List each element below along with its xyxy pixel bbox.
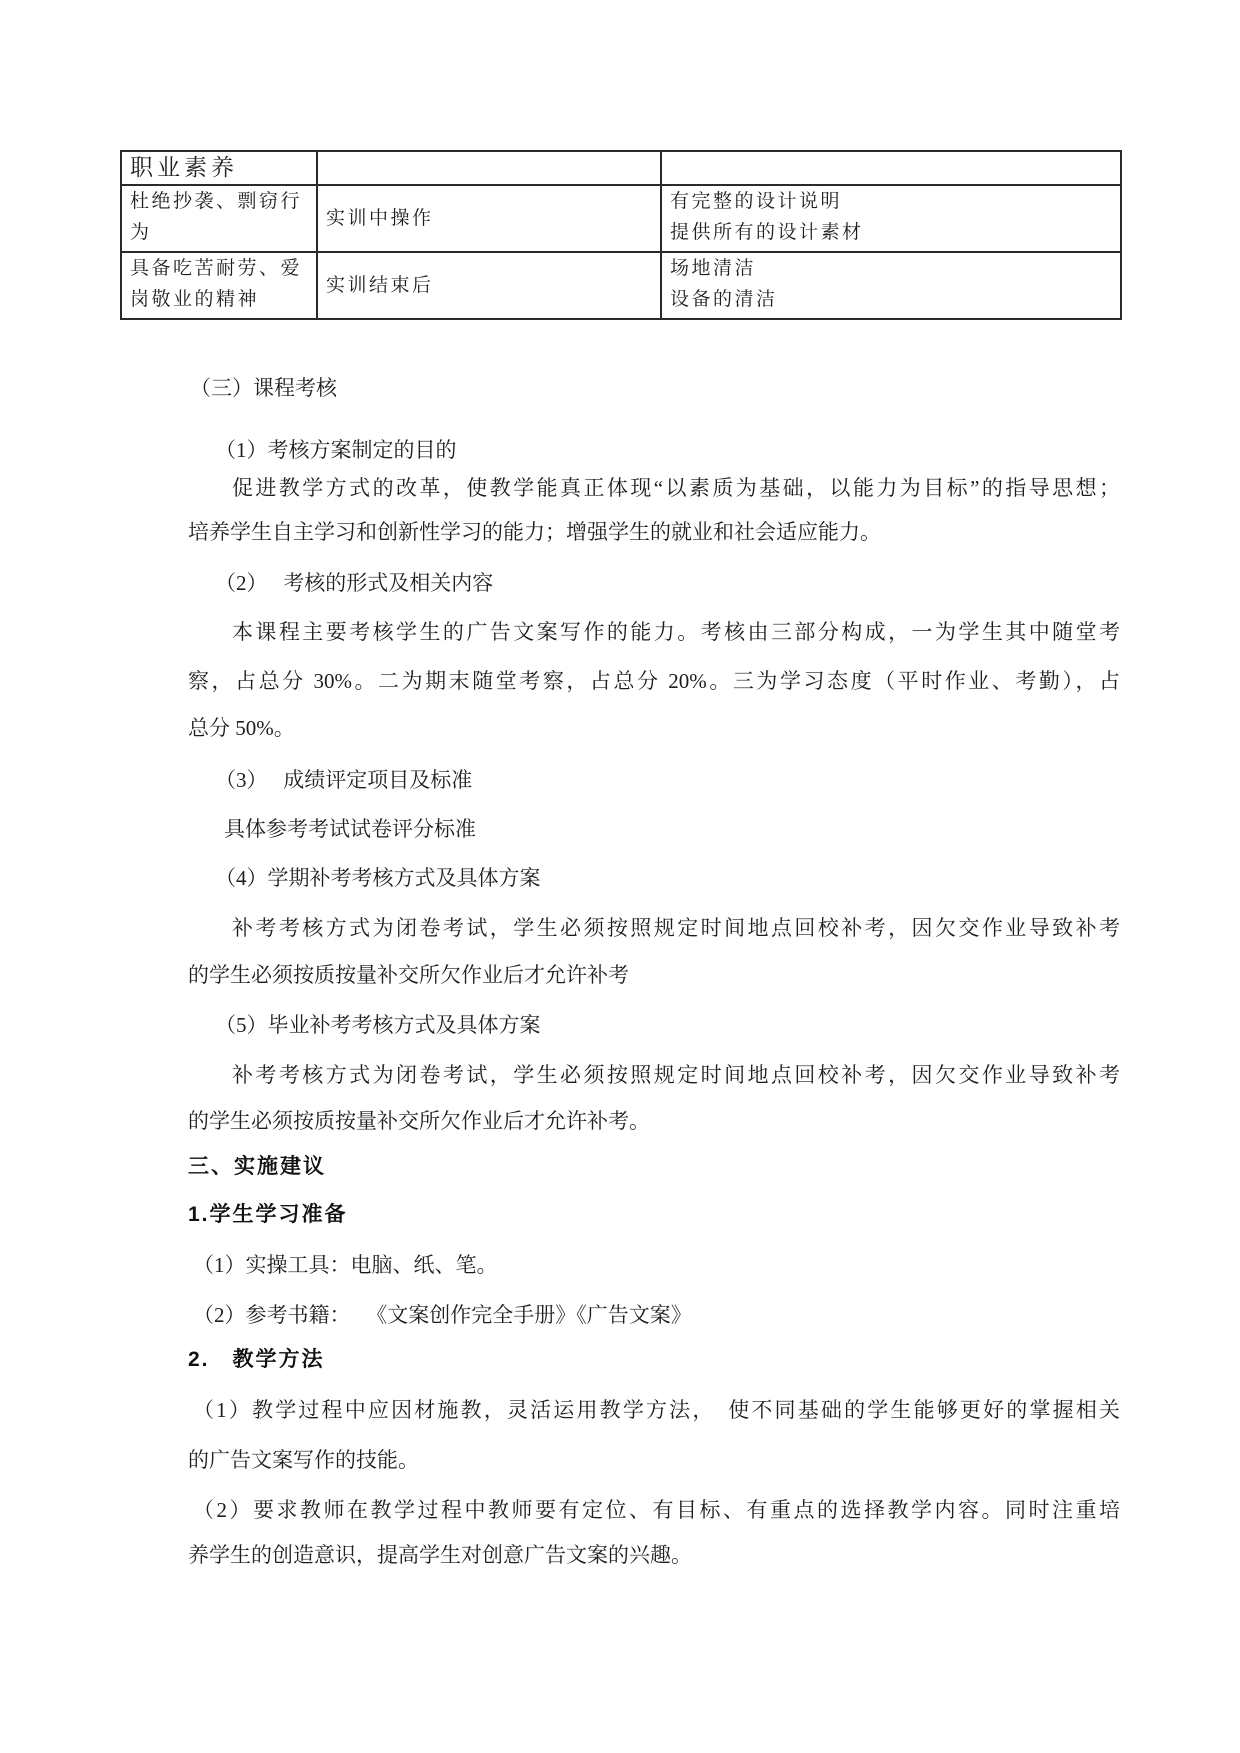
para-grading-reference: 具体参考考试试卷评分标准 bbox=[224, 817, 476, 841]
para-graduation-makeup-line1: 补考考核方式为闭卷考试，学生必须按照规定时间地点回校补考，因欠交作业导致补考 bbox=[232, 1063, 1120, 1087]
phase-cell bbox=[317, 252, 661, 319]
phase-cell bbox=[317, 185, 661, 252]
para-semester-makeup-line2: 的学生必须按质按量补交所欠作业后才允许补考 bbox=[188, 963, 629, 987]
para-teaching-method-1-line1: （1）教学过程中应因材施教，灵活运用教学方法， 使不同基础的学生能够更好的掌握相关 bbox=[193, 1398, 1120, 1422]
item-1-assessment-purpose: （1）考核方案制定的目的 bbox=[215, 438, 457, 462]
table-row bbox=[121, 252, 1121, 319]
table-header-cell-empty bbox=[317, 151, 661, 185]
cell-text: 有完整的设计说明 bbox=[670, 191, 843, 212]
para-semester-makeup-line1: 补考考核方式为闭卷考试，学生必须按照规定时间地点回校补考，因欠交作业导致补考 bbox=[232, 916, 1120, 940]
document-content bbox=[120, 0, 1120, 1753]
quality-cell bbox=[121, 252, 317, 319]
para-teaching-method-2-line2: 养学生的创造意识，提高学生对创意广告文案的兴趣。 bbox=[188, 1543, 692, 1567]
cell-text: 实训结束后 bbox=[326, 275, 434, 296]
item-4-semester-makeup: （4）学期补考考核方式及具体方案 bbox=[215, 866, 541, 890]
para-assessment-format-line1: 本课程主要考核学生的广告文案写作的能力。考核由三部分构成，一为学生其中随堂考 bbox=[232, 620, 1120, 644]
table-header-cell bbox=[121, 151, 317, 185]
para-assessment-format-line2: 察，占总分 30%。二为期末随堂考察，占总分 20%。三为学习态度（平时作业、考勤），占 bbox=[188, 669, 1120, 693]
cell-text: 实训中操作 bbox=[326, 208, 434, 229]
para-graduation-makeup-line2: 的学生必须按质按量补交所欠作业后才允许补考。 bbox=[188, 1109, 650, 1133]
para-teaching-method-1-line2: 的广告文案写作的技能。 bbox=[188, 1448, 419, 1472]
cell-text: 具备吃苦耐劳、爱 bbox=[130, 258, 303, 279]
table-header-label: 职业素养 bbox=[130, 155, 238, 180]
cell-text: 设备的清洁 bbox=[670, 289, 778, 310]
cell-text: 为 bbox=[130, 222, 152, 243]
cell-text: 场地清洁 bbox=[670, 258, 757, 279]
para-assessment-purpose-line1: 促进教学方式的改革，使教学能真正体现“以素质为基础，以能力为目标”的指导思想； bbox=[232, 476, 1120, 500]
heading-student-preparation: 1.学生学习准备 bbox=[188, 1203, 348, 1226]
item-2-assessment-format: （2） 考核的形式及相关内容 bbox=[215, 571, 494, 595]
cell-text: 杜绝抄袭、剽窃行 bbox=[130, 191, 303, 212]
cell-text: 提供所有的设计素材 bbox=[670, 222, 864, 243]
requirement-cell bbox=[661, 252, 1121, 319]
item-3-grading-criteria: （3） 成绩评定项目及标准 bbox=[215, 768, 473, 792]
section-title-course-assessment: （三）课程考核 bbox=[190, 376, 337, 400]
table-row bbox=[121, 185, 1121, 252]
table-header-row bbox=[121, 151, 1121, 185]
para-teaching-method-2-line1: （2）要求教师在教学过程中教师要有定位、有目标、有重点的选择教学内容。同时注重培 bbox=[193, 1498, 1120, 1522]
heading-implementation-suggestions: 三、实施建议 bbox=[188, 1155, 326, 1178]
quality-cell bbox=[121, 185, 317, 252]
para-assessment-format-line3: 总分 50%。 bbox=[188, 716, 295, 740]
heading-teaching-methods: 2. 教学方法 bbox=[188, 1348, 325, 1371]
table-header-cell-empty bbox=[661, 151, 1121, 185]
para-assessment-purpose-line2: 培养学生自主学习和创新性学习的能力；增强学生的就业和社会适应能力。 bbox=[188, 520, 881, 544]
requirement-cell bbox=[661, 185, 1121, 252]
cell-text: 岗敬业的精神 bbox=[130, 289, 260, 310]
professional-quality-table bbox=[120, 150, 1122, 320]
item-5-graduation-makeup: （5）毕业补考考核方式及具体方案 bbox=[215, 1013, 541, 1037]
item-tools: （1）实操工具：电脑、纸、笔。 bbox=[193, 1253, 498, 1277]
item-reference-books: （2）参考书籍： 《文案创作完全手册》《广告文案》 bbox=[193, 1303, 692, 1327]
